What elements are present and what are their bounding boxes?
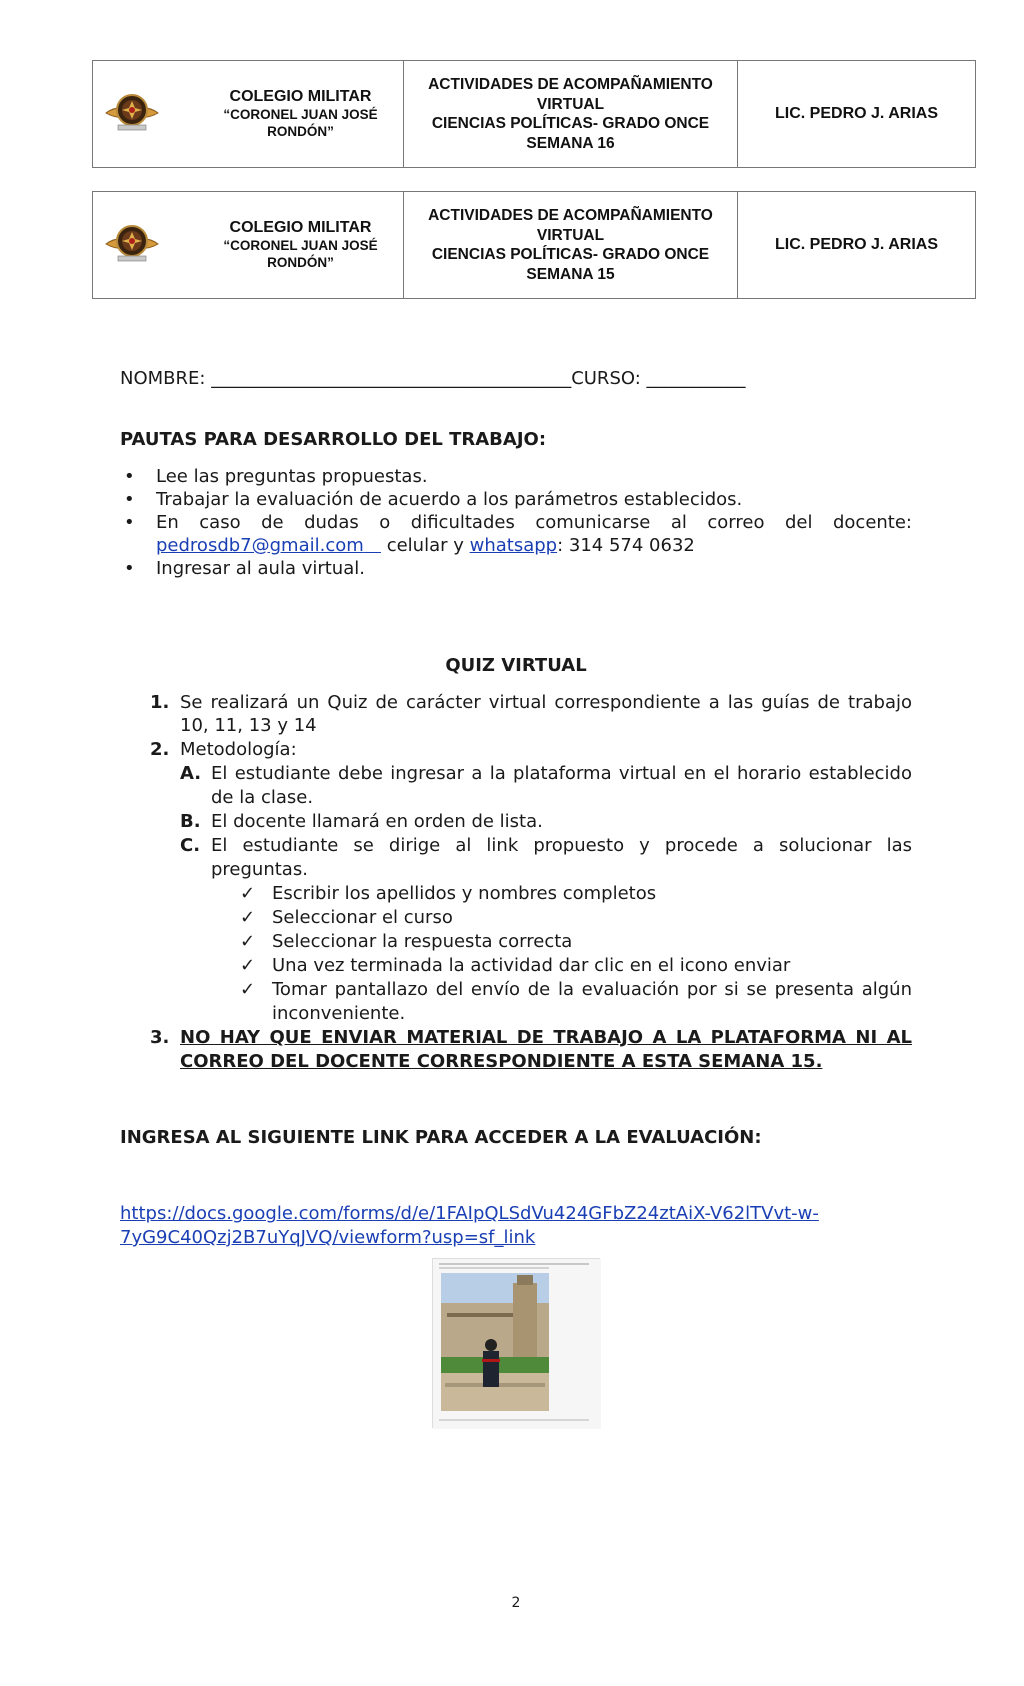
checkmark-icon: ✓ xyxy=(240,931,256,952)
quiz-item-1: Se realizará un Quiz de carácter virtual correspondiente a las guías de trabajo xyxy=(180,692,912,713)
header-table-1 xyxy=(92,60,976,168)
pauta-item: En caso de dudas o dificultades comunicarse al correo del docente: xyxy=(156,512,912,533)
sub-letter: C. xyxy=(180,835,201,856)
quiz-item-2: Metodología: xyxy=(180,739,297,760)
school-crest-icon xyxy=(104,220,160,266)
quiz-item-3: NO HAY QUE ENVIAR MATERIAL DE TRABAJO A LA PLATAFORMA NI AL xyxy=(180,1027,912,1048)
checkmark-icon: ✓ xyxy=(240,955,256,976)
bullet-icon: • xyxy=(124,512,135,533)
school-name-line2: “CORONEL JUAN JOSÉ xyxy=(223,238,378,253)
name-course-line xyxy=(120,367,746,390)
evaluation-heading: INGRESA AL SIGUIENTE LINK PARA ACCEDER A LA EVALUACIÓN: xyxy=(120,1127,762,1148)
teacher-cell xyxy=(738,192,976,299)
quiz-item-1-cont: 10, 11, 13 y 14 xyxy=(180,715,317,736)
sub-letter: A. xyxy=(180,763,202,784)
sub-item-c: El estudiante se dirige al link propuesto y procede a solucionar las xyxy=(211,835,912,856)
pauta-item: Trabajar la evaluación de acuerdo a los parámetros establecidos. xyxy=(156,489,743,510)
school-name: COLEGIO MILITAR xyxy=(229,88,372,105)
sub-item-a: El estudiante debe ingresar a la plataforma virtual en el horario establecido xyxy=(211,763,912,784)
sub-item-c-cont: preguntas. xyxy=(211,859,308,880)
evaluation-link[interactable]: https://docs.google.com/forms/d/e/1FAIpQLSdVu424GFbZ24ztAiX-V62lTVvt-w- xyxy=(120,1203,819,1224)
checkmark-icon: ✓ xyxy=(240,907,256,928)
email-link[interactable]: pedrosdb7@gmail.com xyxy=(156,535,364,556)
pauta-item: Ingresar al aula virtual. xyxy=(156,558,365,579)
checkmark-icon: ✓ xyxy=(240,979,256,1000)
pauta-item: Lee las preguntas propuestas. xyxy=(156,466,428,487)
curso-label: CURSO: xyxy=(571,368,647,389)
check-item: Tomar pantallazo del envío de la evaluación por si se presenta algún xyxy=(272,979,912,1000)
checkmark-icon: ✓ xyxy=(240,883,256,904)
week-label: SEMANA 15 xyxy=(526,265,615,283)
sub-letter: B. xyxy=(180,811,201,832)
nombre-label: NOMBRE: xyxy=(120,368,212,389)
header-table-2 xyxy=(92,191,976,299)
check-item: Escribir los apellidos y nombres completos xyxy=(272,883,657,904)
subject-grade: CIENCIAS POLÍTICAS- GRADO ONCE xyxy=(431,246,710,263)
activity-title: ACTIVIDADES DE ACOMPAÑAMIENTO xyxy=(428,207,713,224)
quiz-item-3-cont: CORREO DEL DOCENTE CORRESPONDIENTE A ESTA SEMANA 15. xyxy=(180,1051,823,1072)
teacher-name: LIC. PEDRO J. ARIAS xyxy=(775,105,938,122)
week-label: SEMANA 16 xyxy=(526,134,615,152)
contact-line xyxy=(156,534,695,557)
evaluation-link-cont[interactable]: 7yG9C40Qzj2B7uYqJVQ/viewform?usp=sf_link xyxy=(120,1227,536,1248)
teacher-name: LIC. PEDRO J. ARIAS xyxy=(775,236,938,253)
form-preview-image xyxy=(432,1258,600,1428)
activity-title-line2: VIRTUAL xyxy=(536,95,605,113)
school-cell xyxy=(93,192,404,299)
school-name-line3: RONDÓN” xyxy=(267,255,334,270)
palace-photo-icon xyxy=(433,1259,601,1429)
bullet-icon: • xyxy=(124,489,135,510)
item-number: 3. xyxy=(150,1027,170,1048)
school-name: COLEGIO MILITAR xyxy=(229,219,372,236)
teacher-cell xyxy=(738,61,976,168)
curso-blank[interactable]: ___________ xyxy=(646,368,746,389)
nombre-blank[interactable]: ________________________________________ xyxy=(211,368,572,389)
item-number: 2. xyxy=(150,739,170,760)
sub-item-b: El docente llamará en orden de lista. xyxy=(211,811,543,832)
whatsapp-link[interactable]: whatsapp xyxy=(469,535,558,556)
bullet-icon: • xyxy=(124,466,135,487)
school-crest-icon xyxy=(104,89,160,135)
activity-title-line2: VIRTUAL xyxy=(536,226,605,244)
activity-cell xyxy=(404,192,738,299)
page-number: 2 xyxy=(511,1595,521,1611)
item-number: 1. xyxy=(150,692,170,713)
sub-item-a-cont: de la clase. xyxy=(211,787,314,808)
pautas-title: PAUTAS PARA DESARROLLO DEL TRABAJO: xyxy=(120,429,547,450)
contact-mid: celular y xyxy=(380,535,470,556)
bullet-icon: • xyxy=(124,558,135,579)
phone-number: : 314 574 0632 xyxy=(557,535,695,556)
check-item: Seleccionar la respuesta correcta xyxy=(272,931,573,952)
activity-cell xyxy=(404,61,738,168)
check-item: Una vez terminada la actividad dar clic en el icono enviar xyxy=(272,955,791,976)
quiz-title: QUIZ VIRTUAL xyxy=(445,655,587,676)
activity-title: ACTIVIDADES DE ACOMPAÑAMIENTO xyxy=(428,76,713,93)
school-cell xyxy=(93,61,404,168)
check-item: Seleccionar el curso xyxy=(272,907,453,928)
check-item-cont: inconveniente. xyxy=(272,1003,406,1024)
school-name-line3: RONDÓN” xyxy=(267,124,334,139)
subject-grade: CIENCIAS POLÍTICAS- GRADO ONCE xyxy=(431,115,710,132)
school-name-line2: “CORONEL JUAN JOSÉ xyxy=(223,107,378,122)
